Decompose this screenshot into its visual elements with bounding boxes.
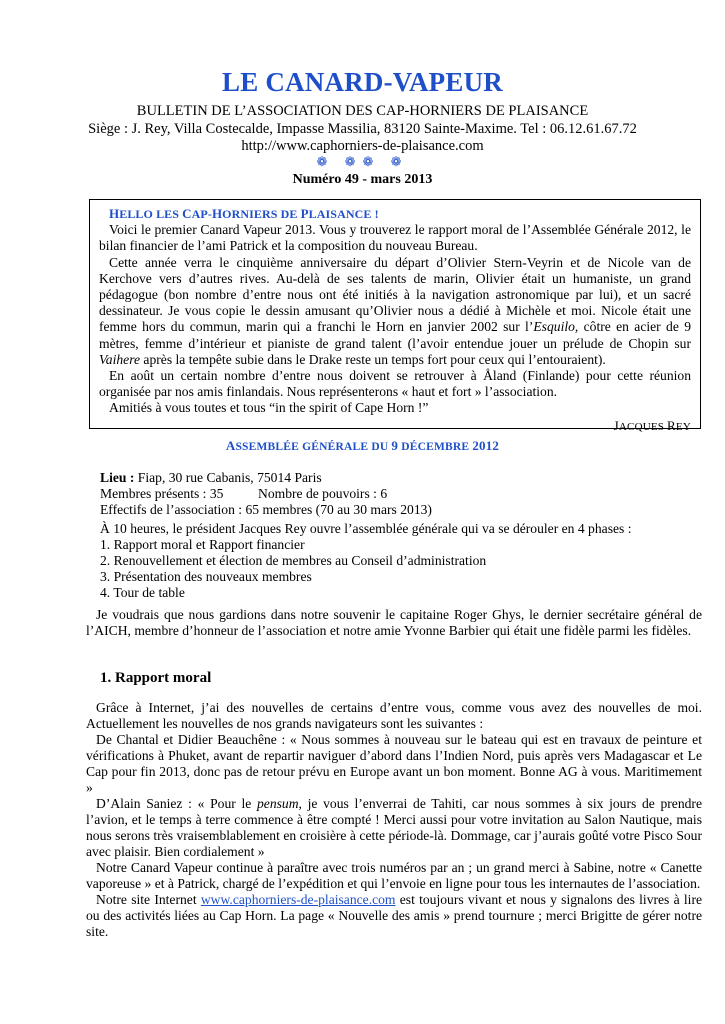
website-url[interactable]: http://www.caphorniers-de-plaisance.com: [241, 138, 484, 154]
hello-box-title: HELLO LES CAP-HORNIERS DE PLAISANCE !: [109, 206, 379, 221]
agenda-intro: À 10 heures, le président Jacques Rey ouvre l’assemblée générale qui va se dérouler en 4 phases :: [100, 521, 632, 536]
assembly-agenda: [100, 521, 702, 601]
signature: JACQUES REY: [613, 417, 691, 433]
agenda-item: 3. Présentation des nouveaux membres: [100, 569, 312, 584]
issue-number: Numéro 49 - mars 2013: [292, 172, 433, 187]
rapport-body: [86, 700, 702, 940]
site-link[interactable]: www.caphorniers-de-plaisance.com: [200, 892, 396, 907]
rapport-paragraph: Notre site Internet www.caphorniers-de-plaisance.com est toujours vivant et nous y signalons des livres à lire ou des activités liées au Cap Horn. La page « Nouvelle des amis » prend tournure ; merci Brigitte de gérer notre site.: [86, 892, 702, 939]
ornament-icon: ❁ ❁❁ ❁: [316, 154, 409, 169]
assembly-details: [100, 470, 702, 518]
rapport-paragraph: Grâce à Internet, j’ai des nouvelles de certains d’entre vous, comme vous avez des nouvelles de moi. Actuellement les nouvelles de nos grands navigateurs sont les suivantes :: [86, 700, 702, 731]
hello-paragraph: Voici le premier Canard Vapeur 2013. Vous y trouverez le rapport moral de l’Assemblée Générale 2012, le bilan financier de l’ami Patrick et la composition du nouveau Bureau.: [99, 222, 691, 254]
assembly-heading: ASSEMBLÉE GÉNÉRALE DU 9 DÉCEMBRE 2012: [225, 438, 500, 453]
members-line: Membres présents : 35 Nombre de pouvoirs : 6: [100, 486, 388, 501]
rapport-paragraph: Notre Canard Vapeur continue à paraître avec trois numéros par an ; un grand merci à Sabine, notre « Canette vaporeuse » et à Patrick, chargé de l’expédition et qui l’envoie en ligne pour tous les internautes de l’association.: [86, 860, 702, 891]
hello-paragraph: Cette année verra le cinquième anniversaire du départ d’Olivier Stern-Veyrin et de Nicole van de Kerchove vers d’autres rives. Au-delà de ses talents de marin, Olivier était un humaniste, un grand pédagogue (bon nombre d’entre nous ont été initiés à la navigation astronomique par lui), et un sacré dessinateur. Je vous copie le dessin amusant qu’Olivier nous a dédié à Michèle et moi. Nicole était une femme hors du commun, marin qui a franchi le Horn en janvier 2002 sur l’Esquilo, côtre en acier de 9 mètres, femme d’intérieur et pianiste de grand talent (l’avoir entendue jouer un prélude de Chopin sur Vaihere après la tempête subie dans le Drake reste un temps fort pour ceux qui l’entouraient).: [99, 254, 692, 367]
agenda-item: 2. Renouvellement et élection de membres au Conseil d’administration: [100, 553, 487, 568]
hello-paragraph: Amitiés à vous toutes et tous “in the spirit of Cape Horn !”: [109, 400, 429, 416]
association-address: Siège : J. Rey, Villa Costecalde, Impasse Massilia, 83120 Sainte-Maxime. Tel : 06.12.61.67.72: [88, 121, 637, 137]
rapport-paragraph: D’Alain Saniez : « Pour le pensum, je vous l’enverrai de Tahiti, car nous sommes à six jours de prendre l’avion, et le temps à terre commence à être compté ! Merci aussi pour votre invitation au Salon Nautique, mais nous serons très vraisemblablement en croisière à cette période-là. Dommage, car j’aurais goûté votre Pisco Sour avec plaisir. Bien cordialement »: [86, 796, 702, 859]
newsletter-subtitle: BULLETIN DE L’ASSOCIATION DES CAP-HORNIERS DE PLAISANCE: [136, 103, 589, 119]
hello-paragraph: En août un certain nombre d’entre nous doivent se retrouver à Åland (Finlande) pour cette réunion organisée par nos amis finlandais. Nous représenterons « haut et fort » l’association.: [99, 368, 691, 400]
hello-box: [89, 199, 701, 433]
rapport-heading: 1. Rapport moral: [100, 670, 212, 686]
agenda-item: 1. Rapport moral et Rapport financier: [100, 537, 305, 552]
effectifs-line: Effectifs de l’association : 65 membres (70 au 30 mars 2013): [100, 502, 432, 517]
rapport-paragraph: De Chantal et Didier Beauchêne : « Nous sommes à nouveau sur le bateau qui est en travaux de peinture et vérifications à Phuket, avant de repartir naviguer d’abord dans l’Indien Nord, puis après vers Madagascar et Le Cap pour fin 2013, donc pas de retour prévu en Europe avant un bon moment. Bonne AG à vous. Maritimement »: [86, 732, 702, 795]
newsletter-title: LE CANARD-VAPEUR: [222, 67, 503, 97]
memory-paragraph: Je voudrais que nous gardions dans notre souvenir le capitaine Roger Ghys, le dernier secrétaire général de l’AICH, membre d’honneur de l’association et notre amie Yvonne Barbier qui était une fidèle parmi les fidèles.: [86, 607, 702, 638]
lieu-line: Lieu : Fiap, 30 rue Cabanis, 75014 Paris: [100, 470, 322, 485]
agenda-item: 4. Tour de table: [100, 585, 185, 600]
